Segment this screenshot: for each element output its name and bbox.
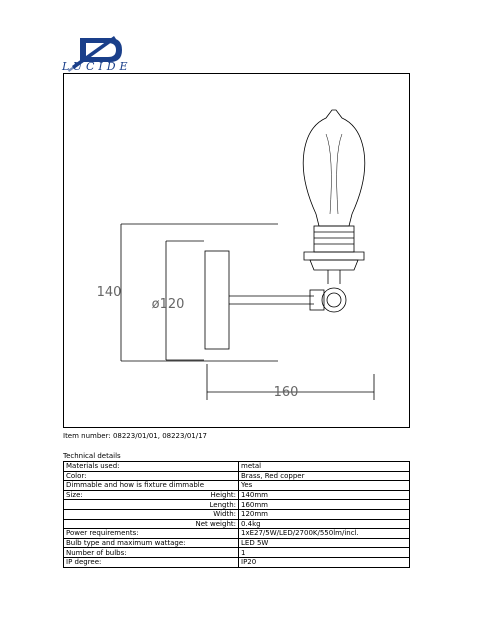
row-label: Materials used:: [64, 462, 239, 472]
row-label: [64, 519, 155, 529]
row-value: 160mm: [239, 500, 410, 510]
row-value: 1: [239, 548, 410, 558]
row-value: 1xE27/5W/LED/2700K/550lm/incl.: [239, 529, 410, 539]
dimension-height-label: 140: [96, 285, 122, 300]
row-label: Power requirements:: [64, 529, 239, 539]
row-value: IP20: [239, 557, 410, 567]
technical-details-title: Technical details: [63, 452, 121, 460]
row-sublabel: Length:: [154, 500, 239, 510]
row-value: Brass, Red copper: [239, 471, 410, 481]
row-label: Size:: [64, 490, 155, 500]
row-label: Color:: [64, 471, 239, 481]
table-row: [64, 471, 410, 481]
row-value: LED 5W: [239, 538, 410, 548]
row-label: Number of bulbs:: [64, 548, 239, 558]
socket: [304, 252, 364, 260]
table-row: [64, 509, 410, 519]
row-value: 120mm: [239, 509, 410, 519]
table-row: [64, 462, 410, 472]
row-label: Dimmable and how is fixture dimmable: [64, 481, 239, 491]
bulb: [303, 110, 365, 226]
row-label: [64, 500, 155, 510]
table-row: [64, 500, 410, 510]
dimension-length-label: 160: [273, 385, 299, 400]
table-row: [64, 538, 410, 548]
row-sublabel: Height:: [154, 490, 239, 500]
row-value: metal: [239, 462, 410, 472]
technical-details-table: [63, 461, 410, 568]
row-label: IP degree:: [64, 557, 239, 567]
row-sublabel: Width:: [154, 509, 239, 519]
table-row: [64, 481, 410, 491]
row-value: Yes: [239, 481, 410, 491]
table-row: [64, 519, 410, 529]
table-row: [64, 548, 410, 558]
row-value: 140mm: [239, 490, 410, 500]
item-number: Item number: 08223/01/01, 08223/01/17: [63, 432, 207, 440]
row-sublabel: Net weight:: [154, 519, 239, 529]
dimension-diameter-label: ø120: [151, 297, 185, 312]
row-label: Bulb type and maximum wattage:: [64, 538, 239, 548]
technical-drawing: [63, 73, 410, 428]
row-label: [64, 509, 155, 519]
table-row: [64, 557, 410, 567]
table-row: [64, 490, 410, 500]
table-row: [64, 529, 410, 539]
wall-plate: [205, 251, 229, 349]
row-value: 0.4kg: [239, 519, 410, 529]
brand-name: LUCIDE: [62, 60, 132, 73]
